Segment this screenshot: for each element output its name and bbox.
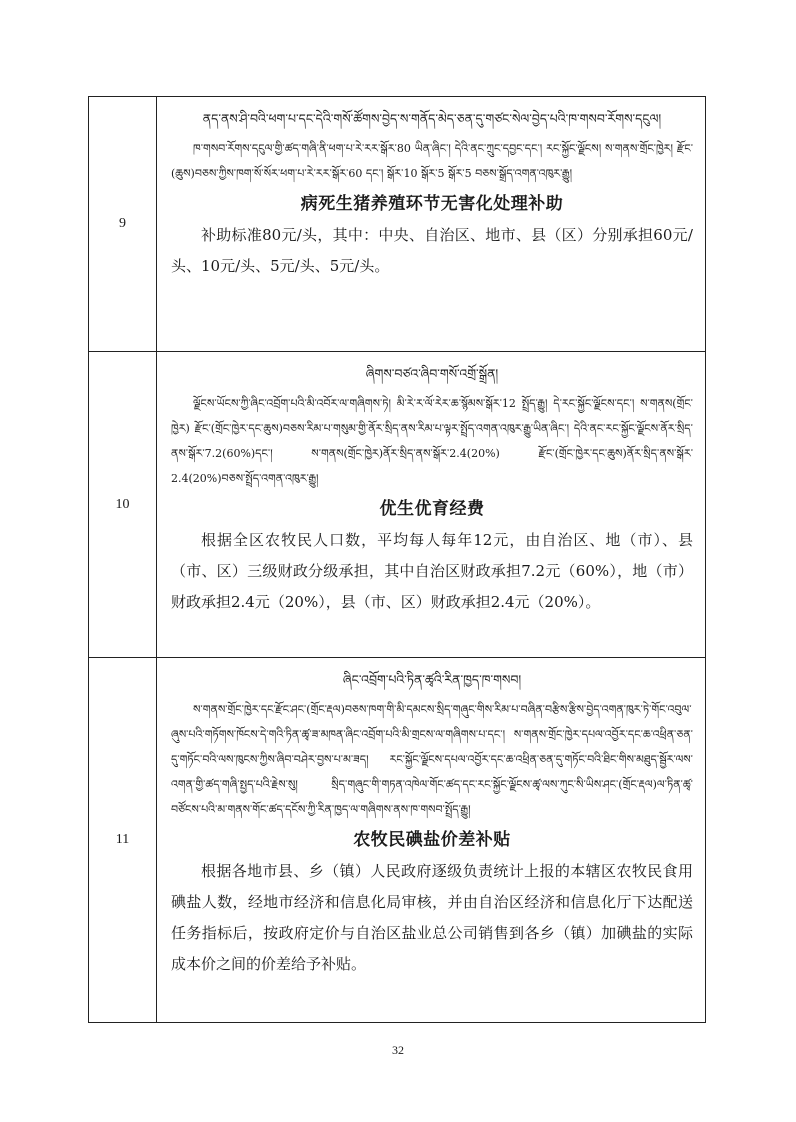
chinese-title: 优生优育经费 — [379, 499, 485, 519]
table-row — [89, 352, 706, 658]
chinese-title: 病死生猪养殖环节无害化处理补助 — [300, 194, 564, 214]
row-number: 11 — [89, 658, 157, 1022]
tibetan-body: ས་གནས་གྲོང་ཁྱེར་དང་རྫོང་ཤང་(གྲོང་རྡལ)བཅས་ཁག་གི་མི་དམངས་སྲིད་གཞུང་གིས་རིམ་པ་བཞིན་བརྩིས་རྩིས་བྱེད་འགན་ཁུར་ཏེ་གོང་འབུལ་ཞུས་པའི་གཏོགས་ཁོངས་དེ་གའི་ཏིན་ཚྭ་ཟ་མཁན་ཞིང་འབྲོག་པའི་མི་གྲངས་ལ་གཞིགས་པ་དང་། ས་གནས་གྲོང་ཁྱེར་དཔལ་འབྱོར་དང་ཆ་འཕྲིན་ཅན་དུ་གཏོང་བའི་ལས་ཁུངས་ཀྱིས་ཞིབ་བཤེར་བྱས་པ་མ་ཟད། རང་སྐྱོང་ལྗོངས་དཔལ་འབྱོར་དང་ཆ་འཕྲིན་ཅན་དུ་གཏོང་བའི་ཐིང་གིས་མཐུད་སྦྱོར་ལས་འགན་གྱི་ཚད་གཞི་སྤྱད་པའི་རྗེས་སུ། སྲིད་གཞུང་གི་གཏན་འཁེལ་གོང་ཚད་དང་རང་སྐྱོང་ལྗོངས་ཚྭ་ལས་ཀུང་སི་ཡིས་ཤང་(གྲོང་རྡལ)ལ་ཏིན་ཚྭ་བཙོངས་པའི་མ་གནས་གོང་ཚད་དངོས་ཀྱི་རིན་ཁྱད་ལ་གཞིགས་ནས་ཁ་གསབ་སྤྲོད་རྒྱུ། — [171, 703, 693, 816]
table-row — [89, 658, 706, 1023]
page-number: 32 — [392, 1043, 404, 1057]
chinese-title: 农牧民碘盐价差补贴 — [353, 830, 511, 850]
row-number: 10 — [89, 352, 157, 657]
subsidy-table — [88, 96, 706, 1023]
row-content — [157, 352, 706, 657]
row-content — [157, 658, 706, 1022]
tibetan-body: ལྗོངས་ཡོངས་ཀྱི་ཞིང་འབྲོག་པའི་མི་འབོར་ལ་གཞིགས་ཏེ། མི་རེ་ར་ལོ་རེར་ཆ་སྙོམས་སྒོར་12 སྤྲོད་རྒྱུ། དེ་རང་སྐྱོང་ལྗོངས་དང་། ས་གནས(གྲོང་ཁྱེར) རྫོང་(གྲོང་ཁྱེར་དང་ཆུས)བཅས་རིམ་པ་གསུམ་གྱི་ནོར་སྲིད་ནས་རིམ་པ་ལྟར་སྤྲོད་འགན་འཁུར་རྒྱུ་ཡིན་ཞིང་། དེའི་ནང་རང་སྐྱོང་ལྗོངས་ནོར་སྲིད་ནས་སྒོར་7.2(60%)དང་། ས་གནས(གྲོང་ཁྱེར)ནོར་སྲིད་ནས་སྒོར་2.4(20%) རྫོང་(གྲོང་ཁྱེར་དང་ཆུས)ནོར་སྲིད་ནས་སྒོར་2.4(20%)བཅས་སྤྲོད་འགན་འཁུར་རྒྱུ། — [171, 397, 693, 485]
tibetan-title: ཞིགས་བཙའ་ཞིབ་གསོ་འགྲོ་སྒྲོན། — [365, 366, 499, 381]
tibetan-title: ནད་ནས་ཤི་བའི་ཕག་པ་དང་དེའི་གསོ་ཚོགས་བྱེད་ས་གནོད་མེད་ཅན་དུ་གཙང་སེལ་བྱེད་པའི་ཁ་གསབ་རོགས་དངུལ། — [202, 111, 662, 126]
chinese-body: 根据各地市县、乡（镇）人民政府逐级负责统计上报的本辖区农牧民食用碘盐人数，经地市经济和信息化局审核，并由自治区经济和信息化厅下达配送任务指标后，按政府定价与自治区盐业总公司销售到各乡（镇）加碘盐的实际成本价之间的价差给予补贴。 — [171, 862, 693, 973]
tibetan-title: ཞིང་འབྲོག་པའི་ཏིན་ཚྭའི་རིན་ཁྱད་ཁ་གསབ། — [342, 672, 522, 687]
row-number: 9 — [89, 97, 157, 351]
chinese-body: 补助标准80元/头，其中：中央、自治区、地市、县（区）分别承担60元/头、10元/头、5元/头、5元/头。 — [171, 226, 693, 275]
chinese-body: 根据全区农牧民人口数，平均每人每年12元，由自治区、地（市）、县（市、区）三级财政分级承担，其中自治区财政承担7.2元（60%），地（市）财政承担2.4元（20%），县（市、区）财政承担2.4元（20%）。 — [171, 531, 693, 611]
tibetan-body: ཁ་གསབ་རོགས་དངུལ་གྱི་ཚད་གཞི་ནི་ཕག་པ་རེ་རར་སྒོར་80 ཡིན་ཞིང་། དེའི་ནང་ཀྲུང་དབྱང་དང་། རང་སྐྱོང་ལྗོངས། ས་གནས་གྲོང་ཁྱེར། རྫོང་(ཆུས)བཅས་ཀྱིས་ཁག་སོ་སོར་ཕག་པ་རེ་རར་སྒོར་60 དང་། སྒོར་10 སྒོར་5 སྒོར་5 བཅས་སྒྲོད་འགན་འཁུར་རྒྱུ། — [171, 142, 693, 180]
row-content — [157, 97, 706, 351]
table-row — [89, 97, 706, 352]
